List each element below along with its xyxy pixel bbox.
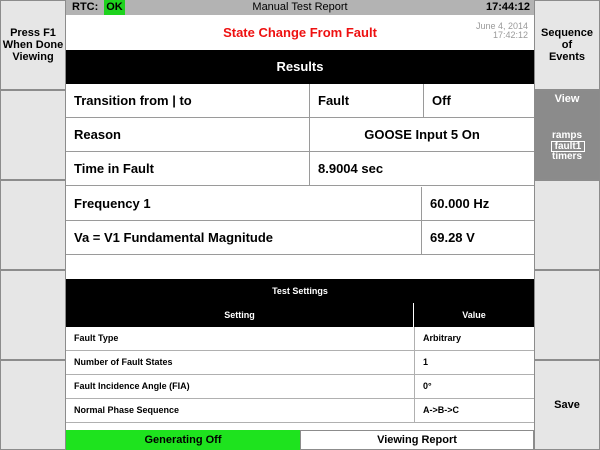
report-timestamp [476,22,528,40]
transition-from-value: Fault [318,93,350,108]
setting-column-header: Setting [66,303,414,327]
report-window-title: Manual Test Report [252,1,348,13]
view-option-ramps[interactable]: ramps [551,130,582,141]
settings-row [66,351,534,375]
right-key-3[interactable] [534,180,600,270]
settings-row [66,375,534,399]
left-key-2[interactable] [0,90,66,180]
reason-value: GOOSE Input 5 On [364,127,480,142]
result-row-transition [66,84,534,118]
setting-value: 0° [423,381,432,391]
right-key-4[interactable] [534,270,600,360]
generating-status: Generating Off [66,430,300,450]
setting-name: Number of Fault States [74,357,173,367]
report-date: June 4, 2014 [475,21,528,31]
result-row-time-in-fault [66,152,534,186]
sequence-of-events-key[interactable] [534,0,600,90]
setting-value: 1 [423,357,429,367]
frequency-value: 60.000 Hz [430,196,490,211]
left-key-4[interactable] [0,270,66,360]
f1-key-label: Press F1 When Done Viewing [2,27,64,63]
settings-row [66,327,534,351]
setting-value: A->B->C [423,405,460,415]
setting-value: Arbitrary [423,333,462,343]
settings-row [66,399,534,423]
results-heading: Results [66,50,534,84]
time-in-fault-label: Time in Fault [74,161,154,176]
f1-done-viewing-key[interactable] [0,0,66,90]
magnitude-value: 69.28 V [430,230,475,245]
test-settings-heading: Test Settings [66,279,534,303]
clock-time: 17:44:12 [485,1,530,13]
value-column-header: Value [414,303,534,327]
reason-label: Reason [74,127,121,142]
frequency-label: Frequency 1 [74,196,151,211]
rtc-status-badge: OK [104,0,125,15]
result-row-magnitude [66,221,534,255]
report-time: 17:42:12 [492,30,528,40]
rtc-label: RTC: [72,1,99,13]
transition-label: Transition from | to [74,93,192,108]
viewing-report-status: Viewing Report [300,430,534,450]
status-bar [66,0,534,15]
magnitude-label: Va = V1 Fundamental Magnitude [74,230,274,245]
setting-name: Normal Phase Sequence [74,405,180,415]
setting-name: Fault Incidence Angle (FIA) [74,381,190,391]
view-option-fault1-selected[interactable]: fault1 [551,141,585,152]
time-in-fault-value: 8.9004 sec [318,161,384,176]
transition-to-value: Off [432,93,451,108]
result-row-reason [66,118,534,152]
left-key-3[interactable] [0,180,66,270]
view-option-timers[interactable]: timers [551,151,582,162]
result-row-frequency [66,187,534,221]
sequence-of-events-label: Sequence of Events [541,27,593,63]
left-key-5[interactable] [0,360,66,450]
view-key-label: View [554,93,580,105]
save-key[interactable] [534,360,600,450]
report-title: State Change From Fault [223,25,377,40]
setting-name: Fault Type [74,333,119,343]
save-key-label: Save [554,399,580,411]
view-selector-key[interactable] [534,90,600,180]
report-header [66,15,534,50]
